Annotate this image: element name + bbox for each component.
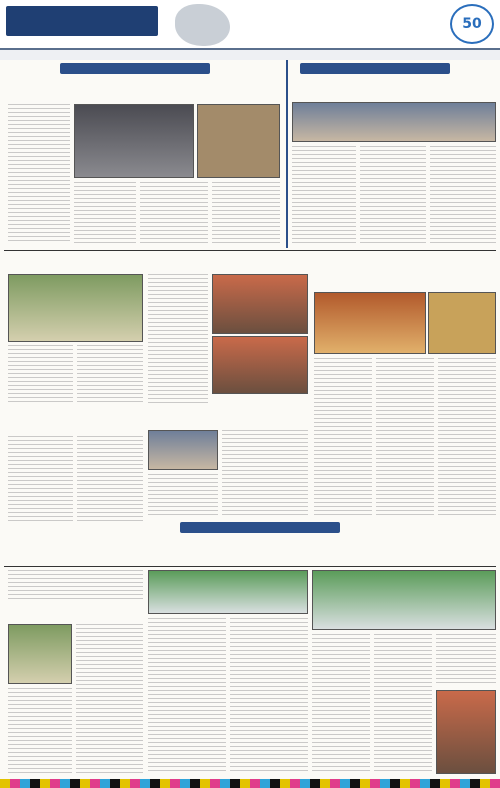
article-text-column: [314, 358, 372, 518]
logo-subtitle: [6, 37, 158, 46]
article-text-column: [8, 104, 70, 244]
section-rule: [4, 566, 496, 567]
article-text-column: [8, 688, 72, 774]
anniversary-badge: 50: [450, 4, 494, 44]
lead-banner-headline: [8, 536, 496, 564]
news-photo: [197, 104, 280, 178]
story-headline: [292, 78, 496, 98]
banner-kicker: [180, 522, 340, 533]
story-kicker: [60, 63, 210, 74]
article-text-column: [312, 634, 370, 774]
article-text-column: [76, 624, 143, 774]
article-text-column: [222, 430, 308, 518]
article-text-column: [77, 345, 143, 403]
column-divider: [286, 60, 288, 248]
article-text-column: [74, 182, 136, 244]
story-headline: [8, 606, 143, 620]
masthead: [0, 0, 500, 50]
article-text-column: [148, 274, 208, 404]
article-text-column: [8, 436, 73, 524]
story-headline: [8, 406, 143, 432]
article-text-column: [77, 436, 143, 524]
news-photo: [148, 570, 308, 614]
section-rule: [4, 250, 496, 251]
story-headline: [8, 78, 280, 100]
news-photo: [436, 690, 496, 774]
article-text-column: [438, 358, 496, 518]
article-text-column: [360, 146, 426, 246]
article-text-column: [140, 182, 208, 244]
article-text-column: [436, 634, 496, 686]
news-photo: [292, 102, 496, 142]
article-text-column: [212, 182, 280, 244]
article-text-column: [8, 345, 73, 403]
news-photo: [8, 624, 72, 684]
story-headline: [8, 255, 143, 271]
story-headline: [314, 255, 496, 289]
article-text-column: [374, 634, 432, 774]
story-kicker: [300, 63, 450, 74]
print-registration-marks: [0, 779, 500, 788]
newspaper-logo: [6, 6, 158, 36]
district-map-icon: [175, 4, 230, 46]
news-photo: [312, 570, 496, 630]
article-text-column: [230, 618, 308, 774]
news-photo: [148, 430, 218, 470]
story-headline: [148, 410, 308, 426]
article-text-column: [292, 146, 356, 246]
date-strip: [0, 50, 500, 60]
news-photo: [8, 274, 143, 342]
article-text-column: [430, 146, 496, 246]
article-text-column: [8, 570, 143, 602]
news-photo: [314, 292, 426, 354]
news-photo: [212, 336, 308, 394]
article-text-column: [148, 618, 226, 774]
article-text-column: [148, 474, 218, 518]
news-photo: [74, 104, 194, 178]
news-photo: [212, 274, 308, 334]
article-text-column: [376, 358, 434, 518]
edition-title: [225, 8, 440, 38]
story-headline: [148, 255, 308, 271]
news-photo: [428, 292, 496, 354]
